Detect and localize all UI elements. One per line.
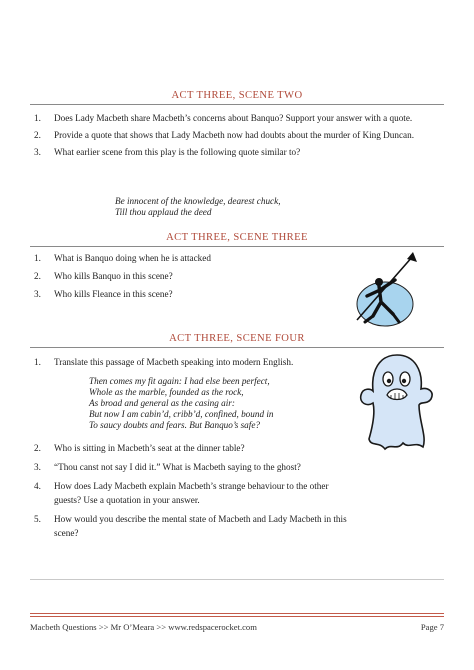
footer-rule-bottom [30, 616, 444, 617]
question-list-scene-four-part-1 [30, 355, 350, 369]
section-rule [30, 104, 444, 105]
question-number: 1. [34, 357, 41, 367]
question-text: What is Banquo doing when he is attacked [54, 253, 211, 263]
question-item [30, 269, 330, 283]
footer-left-text: Macbeth Questions >> Mr O’Meara >> www.redspacerocket.com [30, 622, 257, 632]
question-number: 2. [34, 443, 41, 453]
question-number: 2. [34, 271, 41, 281]
footer-rule-top [30, 613, 444, 614]
scene-two-quote: Be innocent of the knowledge, dearest chuck, Till thou applaud the deed [115, 196, 281, 217]
question-list-scene-two [30, 111, 444, 159]
question-item [30, 512, 350, 540]
question-item [30, 111, 444, 125]
section-title-scene-two: ACT THREE, SCENE TWO [171, 90, 303, 101]
question-number: 1. [34, 113, 41, 123]
question-text: Who kills Fleance in this scene? [54, 289, 173, 299]
question-number: 3. [34, 462, 41, 472]
question-text: Who kills Banquo in this scene? [54, 271, 173, 281]
question-text: Does Lady Macbeth share Macbeth’s concerns about Banquo? Support your answer with a quote. [54, 113, 413, 123]
section-title-scene-three: ACT THREE, SCENE THREE [166, 232, 308, 243]
ghost-clipart-icon [357, 351, 437, 453]
question-text: “Thou canst not say I did it.” What is Macbeth saying to the ghost? [54, 462, 301, 472]
section-rule [30, 347, 444, 348]
question-number: 3. [34, 289, 41, 299]
spear-warrior-clipart-icon [345, 250, 421, 334]
question-item [30, 460, 350, 474]
content-end-rule [30, 579, 444, 580]
question-text: Who is sitting in Macbeth’s seat at the dinner table? [54, 443, 245, 453]
question-number: 1. [34, 253, 41, 263]
question-text: Provide a quote that shows that Lady Macbeth now had doubts about the murder of King Duncan. [54, 130, 415, 140]
scene-four-quote: Then comes my fit again: I had else been perfect, Whole as the marble, founded as the rock, As broad and general as the casing air: But now I am cabin’d, cribb’d, confined, bound in To saucy doubts and fears. But Banquo’s safe? [89, 376, 274, 430]
question-item [30, 145, 444, 159]
question-number: 2. [34, 130, 41, 140]
question-list-scene-three [30, 251, 330, 301]
section-rule [30, 246, 444, 247]
question-list-scene-four-part-2 [30, 441, 350, 540]
question-item [30, 287, 330, 301]
question-item [30, 128, 444, 142]
question-item [30, 479, 350, 507]
question-text: What earlier scene from this play is the following quote similar to? [54, 147, 301, 157]
question-text: How would you describe the mental state of Macbeth and Lady Macbeth in this scene? [54, 514, 347, 538]
section-title-scene-four: ACT THREE, SCENE FOUR [169, 333, 305, 344]
footer-page-number: Page 7 [420, 622, 444, 632]
question-number: 4. [34, 481, 41, 491]
question-text: Translate this passage of Macbeth speaking into modern English. [54, 357, 294, 367]
question-item [30, 251, 330, 265]
question-text: How does Lady Macbeth explain Macbeth’s strange behaviour to the other guests? Use a quotation in your answer. [54, 481, 329, 505]
question-number: 3. [34, 147, 41, 157]
question-number: 5. [34, 514, 41, 524]
question-item [30, 355, 350, 369]
question-item [30, 441, 350, 455]
